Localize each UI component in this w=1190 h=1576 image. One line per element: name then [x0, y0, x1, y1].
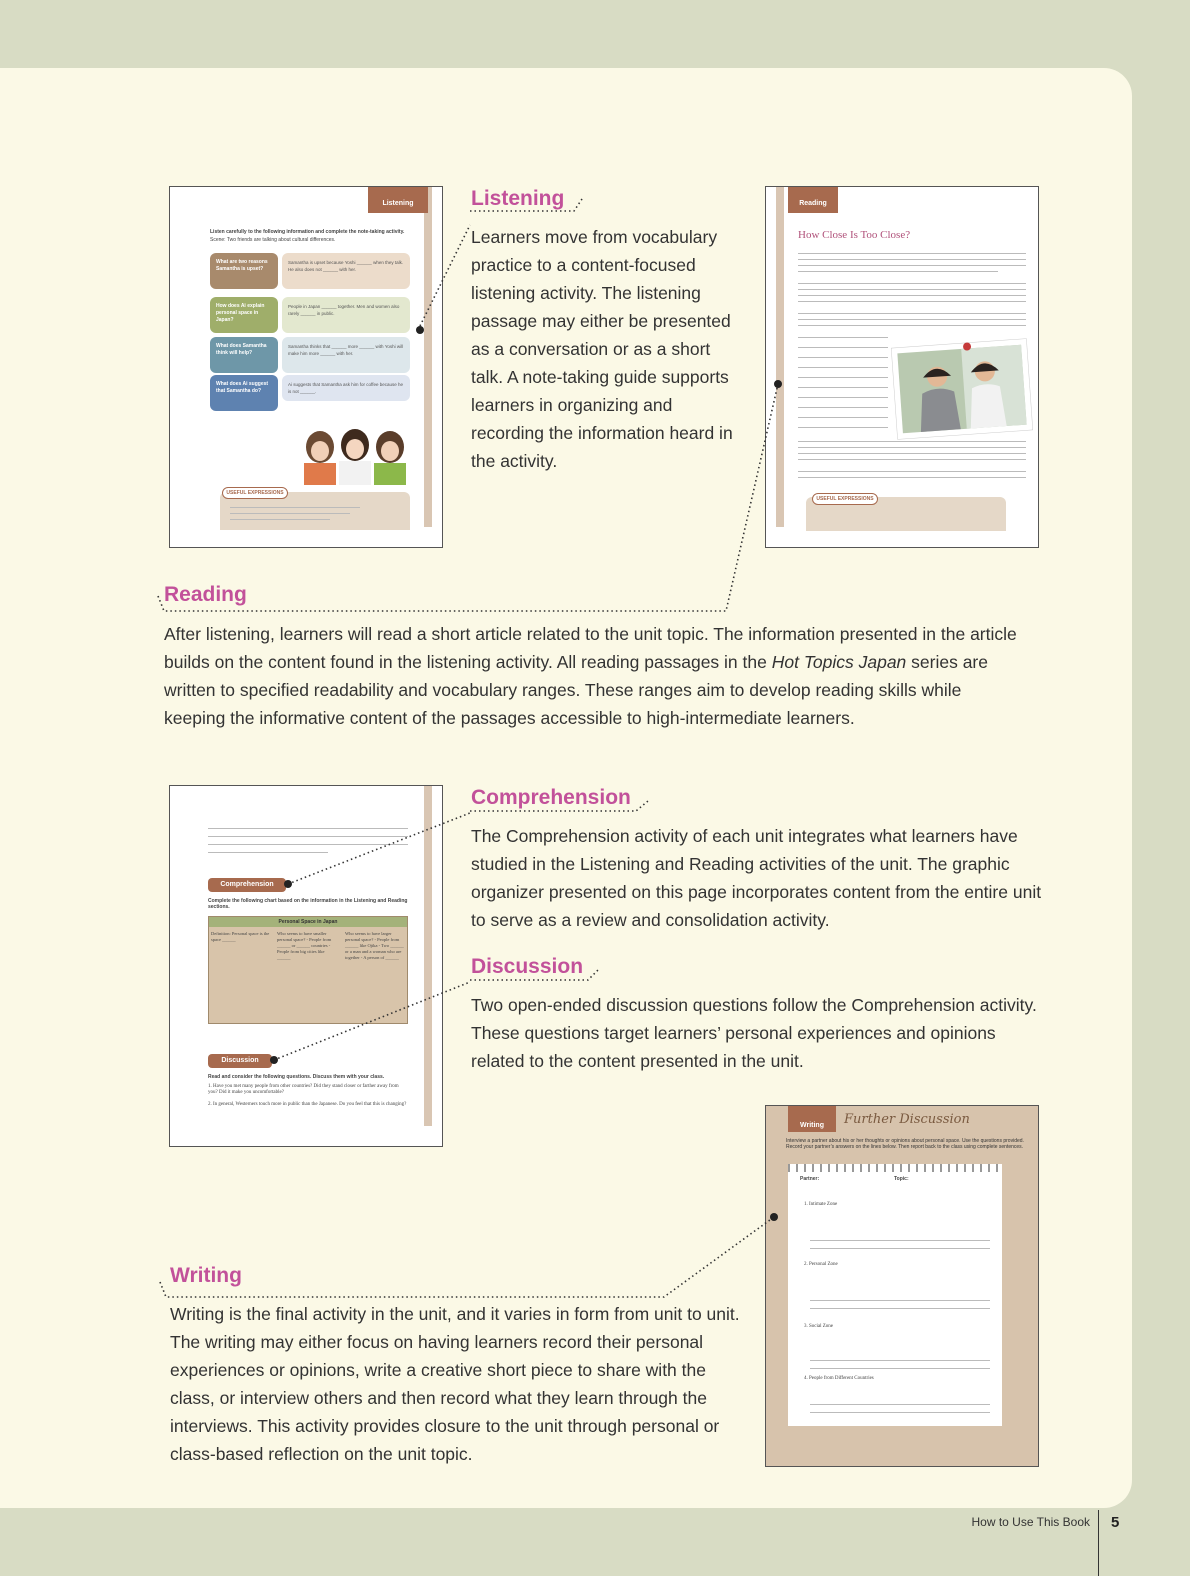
comprehension-heading: Comprehension [471, 786, 631, 809]
writing-item-4: 4. People from Different Countries [804, 1376, 874, 1381]
chart-col-2: Who seems to have smaller personal space? - People from ______ or ______ countries - People from big cities like ______ [277, 931, 332, 960]
discussion-q2: 2. In general, Westerners touch more in public than the Japanese. Do you feel that this is changing? [208, 1102, 407, 1107]
useful-expressions-label: USEFUL EXPRESSIONS [222, 487, 288, 499]
friends-photo [300, 423, 410, 485]
writing-heading: Writing [170, 1264, 242, 1287]
footer-divider [1098, 1510, 1099, 1576]
writing-page-thumbnail [765, 1105, 1039, 1467]
question-box-2: How does Ai explain personal space in Japan? [210, 297, 278, 333]
writing-instruction: Interview a partner about his or her thoughts or opinions about personal space. Use the questions provided. Record your partner’s answers on the lines below. Then report back to the class using complete sentences. [786, 1138, 1024, 1150]
reading-page-thumbnail [765, 186, 1039, 548]
listening-instruction: Listen carefully to the following information and complete the note-taking activity. [210, 229, 405, 235]
listening-scene: Scene: Two friends are talking about cultural differences. [210, 237, 336, 243]
listening-page-thumbnail [169, 186, 443, 548]
discussion-tab: Discussion [208, 1054, 272, 1068]
writing-tab: Writing [788, 1106, 836, 1132]
answer-box-3: Samantha thinks that ______ more ______ with Yoshi will make him more ______ with her. [282, 337, 410, 373]
reading-text-part-1: After listening, learners will read a short article related to the unit topic. The information presented in the article builds on the content found in the listening activity. All reading passages in the [164, 624, 1017, 672]
reading-article-title: How Close Is Too Close? [798, 229, 911, 241]
reading-heading: Reading [164, 583, 247, 606]
reading-text [164, 620, 1026, 732]
comprehension-tab: Comprehension [208, 878, 286, 892]
answer-box-4: Ai suggests that Samantha ask him for coffee because he is not ______. [282, 375, 410, 401]
topic-label: Topic: [894, 1176, 909, 1182]
businessmen-photo [891, 338, 1033, 439]
question-box-4: What does Ai suggest that Samantha do? [210, 375, 278, 411]
footer-label: How to Use This Book [971, 1515, 1090, 1529]
listening-tab: Listening [368, 187, 428, 213]
comprehension-text: The Comprehension activity of each unit integrates what learners have studied in the Listening and Reading activities of the unit. The graphic organizer presented on this page incorporates content from the entire unit to serve as a review and consolidation activity. [471, 826, 1042, 930]
listening-text: Learners move from vocabulary practice to a content-focused listening activity. The listening passage may either be presented as a conversation or as a short talk. A note-taking guide supports learners in organizing and recording the information heard in the activity. [471, 227, 733, 471]
answer-box-1: Samantha is upset because Yoshi ______ when they talk. He also does not ______ with her. [282, 253, 410, 289]
answer-box-2: People in Japan ______ together. Men and women also rarely ______ in public. [282, 297, 410, 333]
reading-useful-expressions-label: USEFUL EXPRESSIONS [812, 493, 878, 505]
reading-tab: Reading [788, 187, 838, 213]
comprehension-instruction: Complete the following chart based on the information in the Listening and Reading sections. [208, 898, 408, 910]
writing-item-1: 1. Intimate Zone [804, 1202, 838, 1207]
chart-col-3: Who seems to have larger personal space? - People from ______ like Ojika - Two ______ or a man and a woman who are together - A person of ______ [345, 931, 404, 960]
series-title: Hot Topics Japan [771, 652, 907, 672]
reading-text-part-2: series are written to specified readability and vocabulary ranges. These ranges aim to develop reading skills while keeping the informative content of the passages accessible to high-intermediate learners. [164, 652, 988, 728]
comprehension-page-thumbnail [169, 785, 443, 1147]
question-box-3: What does Samantha think will help? [210, 337, 278, 373]
discussion-heading: Discussion [471, 955, 584, 978]
discussion-instruction: Read and consider the following questions. Discuss them with your class. [208, 1074, 385, 1080]
writing-item-2: 2. Personal Zone [804, 1262, 838, 1267]
page-number: 5 [1111, 1514, 1120, 1531]
chart-col-1: Definition: Personal space is the space ______ [211, 931, 270, 942]
further-discussion-title: Further Discussion [844, 1112, 970, 1127]
writing-item-3: 3. Social Zone [804, 1324, 834, 1329]
partner-label: Partner: [800, 1176, 820, 1182]
listening-heading: Listening [471, 187, 565, 210]
chart-title: Personal Space in Japan [209, 917, 407, 927]
question-box-1: What are two reasons Samantha is upset? [210, 253, 278, 289]
discussion-q1: 1. Have you met many people from other countries? Did they stand closer or farther away from you? Did it make you uncomfortable? [208, 1084, 399, 1095]
writing-text: Writing is the final activity in the unit, and it varies in form from unit to unit. The writing may either focus on having learners record their personal experiences or opinions, write a creative short piece to share with the class, or interview others and then record what they learn through the interviews. This activity provides closure to the unit through personal or class-based reflection on the unit topic. [170, 1304, 740, 1464]
discussion-text: Two open-ended discussion questions follow the Comprehension activity. These questions target learners’ personal experiences and opinions related to the content presented in the unit. [471, 995, 1037, 1071]
